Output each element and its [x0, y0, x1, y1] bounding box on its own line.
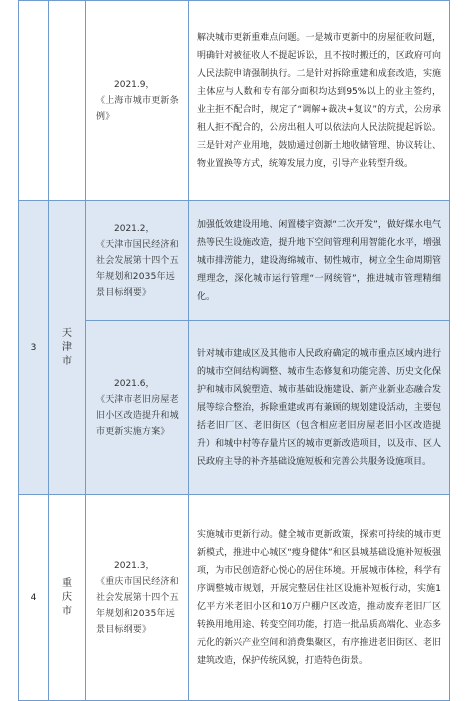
city-cell [49, 201, 86, 495]
city-cell [49, 1, 86, 201]
policy-table [18, 0, 450, 701]
document-cell [86, 321, 189, 495]
document-date: 2021.6， [114, 378, 155, 389]
table-row [19, 495, 450, 701]
table-row [19, 1, 450, 201]
document-title: 《天津市国民经济和社会发展第十四个五年规划和2035年远景目标纲要》 [96, 239, 179, 298]
document-cell [86, 201, 189, 321]
row-index-cell: 4 [19, 495, 49, 701]
content-cell: 实施城市更新行动。健全城市更新政策，探索可持续的城市更新模式，推进中心城区“瘦身健体”和区县城基础设施补短板强项，为市民创造舒心悦心的居住环境。开展城市体检，科学有序调整城市规划，开展完整居住社区设施补短板行动，实施1亿平方米老旧小区和10万户棚户区改造，推动废弃老旧厂区转换用地用途、转变空间功能，打造一批品质高端化、业态多元化的新兴产业空间和消费集聚区，有序推进老旧街区、老旧建筑改造，保护传统风貌，打造特色街景。 [189, 495, 450, 701]
row-index-cell [19, 1, 49, 201]
content-cell: 解决城市更新重难点问题。一是城市更新中的房屋征收问题，明确针对被征收人不提起诉讼，且不按时搬迁的，区政府可向人民法院申请强制执行。二是针对拆除重建和成套改造，实施主体应与人数和专有部分面积均达到95%以上的业主签约，业主拒不配合时，规定了“调解+裁决+复议”的方式，公房承租人拒不配合的，公房出租人可以依法向人民法院提起诉讼。三是针对产业用地，鼓励通过创新土地收储管理、协议转让、物业置换等方式，统筹发展力度，引导产业转型升级。 [189, 1, 450, 201]
document-title: 《重庆市国民经济和社会发展第十四个五年规划和2035年远景目标纲要》 [96, 576, 179, 635]
content-cell: 针对城市建成区及其他市人民政府确定的城市重点区域内进行的城市空间结构调整、城市生态修复和功能完善、历史文化保护和城市风貌塑造、城市基础设施建设、新产业新业态融合发展等综合整治，拆除重建或再有兼顾的规划建设活动，主要包括老旧厂区、老旧街区（包含相应老旧房屋老旧小区改造提升）和城中村等存量片区的城市更新改造项目，以及市、区人民政府主导的补齐基础设施短板和完善公共服务设施项目。 [189, 321, 450, 495]
city-cell [49, 495, 86, 701]
city-name: 重庆市 [62, 577, 72, 617]
content-cell: 加强低效建设用地、闲置楼宇资源“二次开发”，做好煤水电气热等民生设施改造，提升地下空间管理利用智能化水平，增强城市排涝能力，建设海绵城市、韧性城市，树立全生命周期管理理念，深化城市运行管理“一网统管”，推进城市管理精细化。 [189, 201, 450, 321]
document-date: 2021.9， [114, 79, 155, 90]
document-title: 《上海市城市更新条例》 [96, 95, 179, 122]
document-date: 2021.3， [114, 560, 155, 571]
document-cell [86, 495, 189, 701]
document-title: 《天津市老旧房屋老旧小区改造提升和城市更新实施方案》 [96, 394, 179, 437]
row-index-cell: 3 [19, 201, 49, 495]
city-name: 天津市 [62, 327, 72, 367]
document-date: 2021.2， [114, 223, 155, 234]
table-row [19, 201, 450, 321]
document-cell [86, 1, 189, 201]
